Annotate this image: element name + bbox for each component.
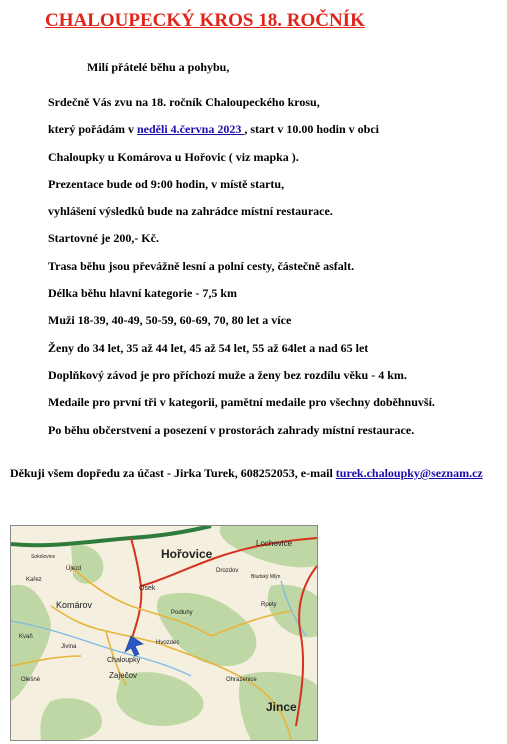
map-label-olesne: Olešné [21, 677, 41, 683]
footer-text: Děkuji všem dopředu za účast - Jirka Turek, 608252053, e-mail [10, 466, 336, 480]
text-line: Doplňkový závod je pro příchozí muže a ženy bez rozdílu věku - 4 km. [48, 367, 407, 382]
map-label-sobolovice: Sokolovice [31, 554, 56, 560]
text-line: Srdečně Vás zvu na 18. ročník Chaloupeckého krosu, [48, 95, 320, 109]
invitation-body [48, 93, 498, 448]
text-line: Ženy do 34 let, 35 až 44 let, 45 až 54 let, 55 až 64let a nad 65 let [48, 340, 369, 355]
text-line: Muži 18-39, 40-49, 50-59, 60-69, 70, 80 let a více [48, 313, 292, 328]
text-segment: který pořádám v [48, 122, 137, 137]
map-label-horovice: Hořovice [161, 547, 213, 561]
text-line: Po běhu občerstvení a posezení v prostorách zahrady místní restaurace. [48, 422, 415, 437]
page-title: CHALOUPECKÝ KROS 18. ROČNÍK [45, 10, 365, 31]
map-label-osek: Osek [139, 585, 156, 592]
map-label-bludsky: Bludský Mlýn [251, 574, 281, 580]
text-line: Startovné je 200,- Kč. [48, 231, 159, 246]
text-line: vyhlášení výsledků bude na zahrádce místní restaurace. [48, 204, 333, 219]
text-line: Délka běhu hlavní kategorie - 7,5 km [48, 286, 238, 301]
map-label-ulezd: Újezd [66, 566, 82, 572]
map-label-kvan: Kvaň [19, 634, 33, 640]
map-label-karez: Kařez [26, 577, 42, 583]
map-label-hvozdec: Hvozdec [156, 640, 180, 646]
map-label-komarov: Komárov [56, 600, 93, 610]
map-label-jivina: Jivina [61, 644, 77, 650]
greeting: Milí přátelé běhu a pohybu, [87, 60, 230, 74]
footer-contact [10, 466, 483, 481]
text-segment: , start v 10.00 hodin v obci [244, 122, 380, 137]
text-line: Medaile pro první tři v kategorii, pamětní medaile pro všechny doběhnuvší. [48, 395, 435, 410]
map-label-zajecov: Zaječov [109, 671, 138, 680]
map-label-ohrazenice: Ohrazenice [226, 677, 257, 683]
map-label-chaloupky: Chaloupky [107, 657, 141, 664]
map-label-drozdov: Drozdov [216, 568, 239, 574]
text-line-date [48, 120, 498, 147]
text-line: Chaloupky u Komárova u Hořovic ( viz mapka ). [48, 149, 299, 164]
map-label-podluhy: Podluhy [171, 610, 193, 616]
location-map [10, 525, 318, 741]
text-line: Trasa běhu jsou převážně lesní a polní cesty, částečně asfalt. [48, 258, 355, 273]
map-graphic [11, 526, 317, 740]
email-link[interactable]: turek.chaloupky@seznam.cz [335, 466, 483, 480]
map-label-rpety: Rpety [261, 602, 277, 608]
text-line: Prezentace bude od 9:00 hodin, v místě startu, [48, 176, 285, 191]
date-link[interactable]: neděli 4.června 2023 [137, 122, 245, 137]
map-label-jince: Jince [266, 700, 297, 714]
map-label-lochovice: Lochovice [256, 539, 293, 548]
